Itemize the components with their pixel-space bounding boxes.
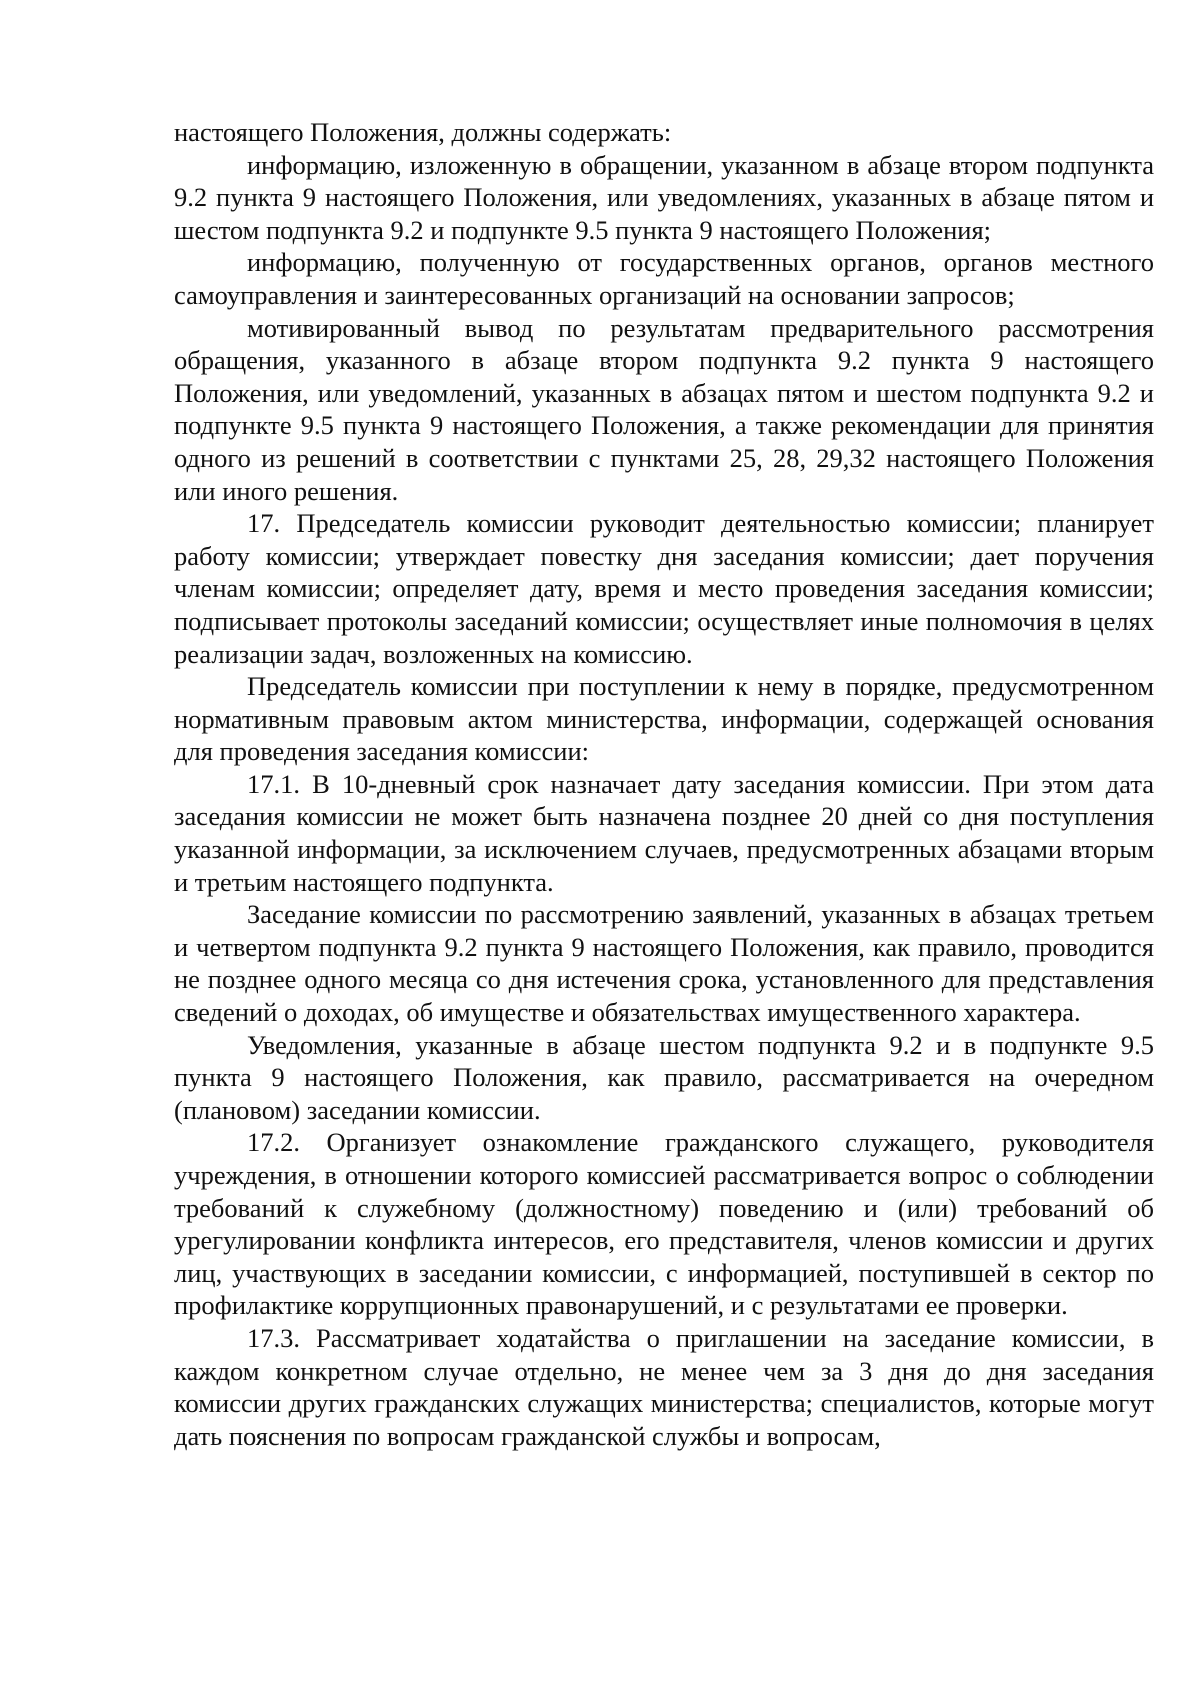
paragraph-17-3: 17.3. Рассматривает ходатайства о приглашении на заседание комиссии, в каждом конкретном случае отдельно, не менее чем за 3 дня до дня заседания комиссии других гражданских служащих министерства; специалистов, которые могут дать пояснения по вопросам гражданской службы и вопросам,: [174, 1322, 1154, 1451]
paragraph-continuation: настоящего Положения, должны содержать:: [174, 117, 672, 147]
paragraph-17: 17. Председатель комиссии руководит деятельностью комиссии; планирует работу комиссии; утверждает повестку дня заседания комиссии; дает поручения членам комиссии; определяет дату, время и место проведения заседания комиссии; подписывает протоколы заседаний комиссии; осуществляет иные полномочия в целях реализации задач, возложенных на комиссию.: [174, 508, 1154, 669]
paragraph-meeting-applications: Заседание комиссии по рассмотрению заявлений, указанных в абзацах третьем и четвертом подпункта 9.2 пункта 9 настоящего Положения, как правило, проводится не позднее одного месяца со дня истечения срока, установленного для представления сведений о доходах, об имуществе и обязательствах имущественного характера.: [174, 899, 1154, 1028]
document-page: [174, 116, 1154, 1452]
paragraph-motivated-conclusion: мотивированный вывод по результатам предварительного рассмотрения обращения, указанного в абзаце втором подпункта 9.2 пункта 9 настоящего Положения, или уведомлений, указанных в абзацах пятом и шестом подпункта 9.2 и подпункте 9.5 пункта 9 настоящего Положения, а также рекомендации для принятия одного из решений в соответствии с пунктами 25, 28, 29,32 настоящего Положения или иного решения.: [174, 312, 1154, 506]
paragraph-info-appeal: информацию, изложенную в обращении, указанном в абзаце втором подпункта 9.2 пункта 9 настоящего Положения, или уведомлениях, указанных в абзаце пятом и шестом подпункта 9.2 и подпункте 9.5 пункта 9 настоящего Положения;: [174, 149, 1154, 245]
paragraph-info-authorities: информацию, полученную от государственных органов, органов местного самоуправления и заинтересованных организаций на основании запросов;: [174, 247, 1154, 310]
paragraph-notifications: Уведомления, указанные в абзаце шестом подпункта 9.2 и в подпункте 9.5 пункта 9 настоящего Положения, как правило, рассматривается на очередном (плановом) заседании комиссии.: [174, 1029, 1154, 1125]
paragraph-17-2: 17.2. Организует ознакомление гражданского служащего, руководителя учреждения, в отношении которого комиссией рассматривается вопрос о соблюдении требований к служебному (должностному) поведению и (или) требований об урегулировании конфликта интересов, его представителя, членов комиссии и других лиц, участвующих в заседании комиссии, с информацией, поступившей в сектор по профилактике коррупционных правонарушений, и с результатами ее проверки.: [174, 1127, 1154, 1321]
paragraph-chairman-receipt: Председатель комиссии при поступлении к нему в порядке, предусмотренном нормативным правовым актом министерства, информации, содержащей основания для проведения заседания комиссии:: [174, 671, 1154, 767]
paragraph-17-1: 17.1. В 10-дневный срок назначает дату заседания комиссии. При этом дата заседания комиссии не может быть назначена позднее 20 дней со дня поступления указанной информации, за исключением случаев, предусмотренных абзацами вторым и третьим настоящего подпункта.: [174, 768, 1154, 897]
